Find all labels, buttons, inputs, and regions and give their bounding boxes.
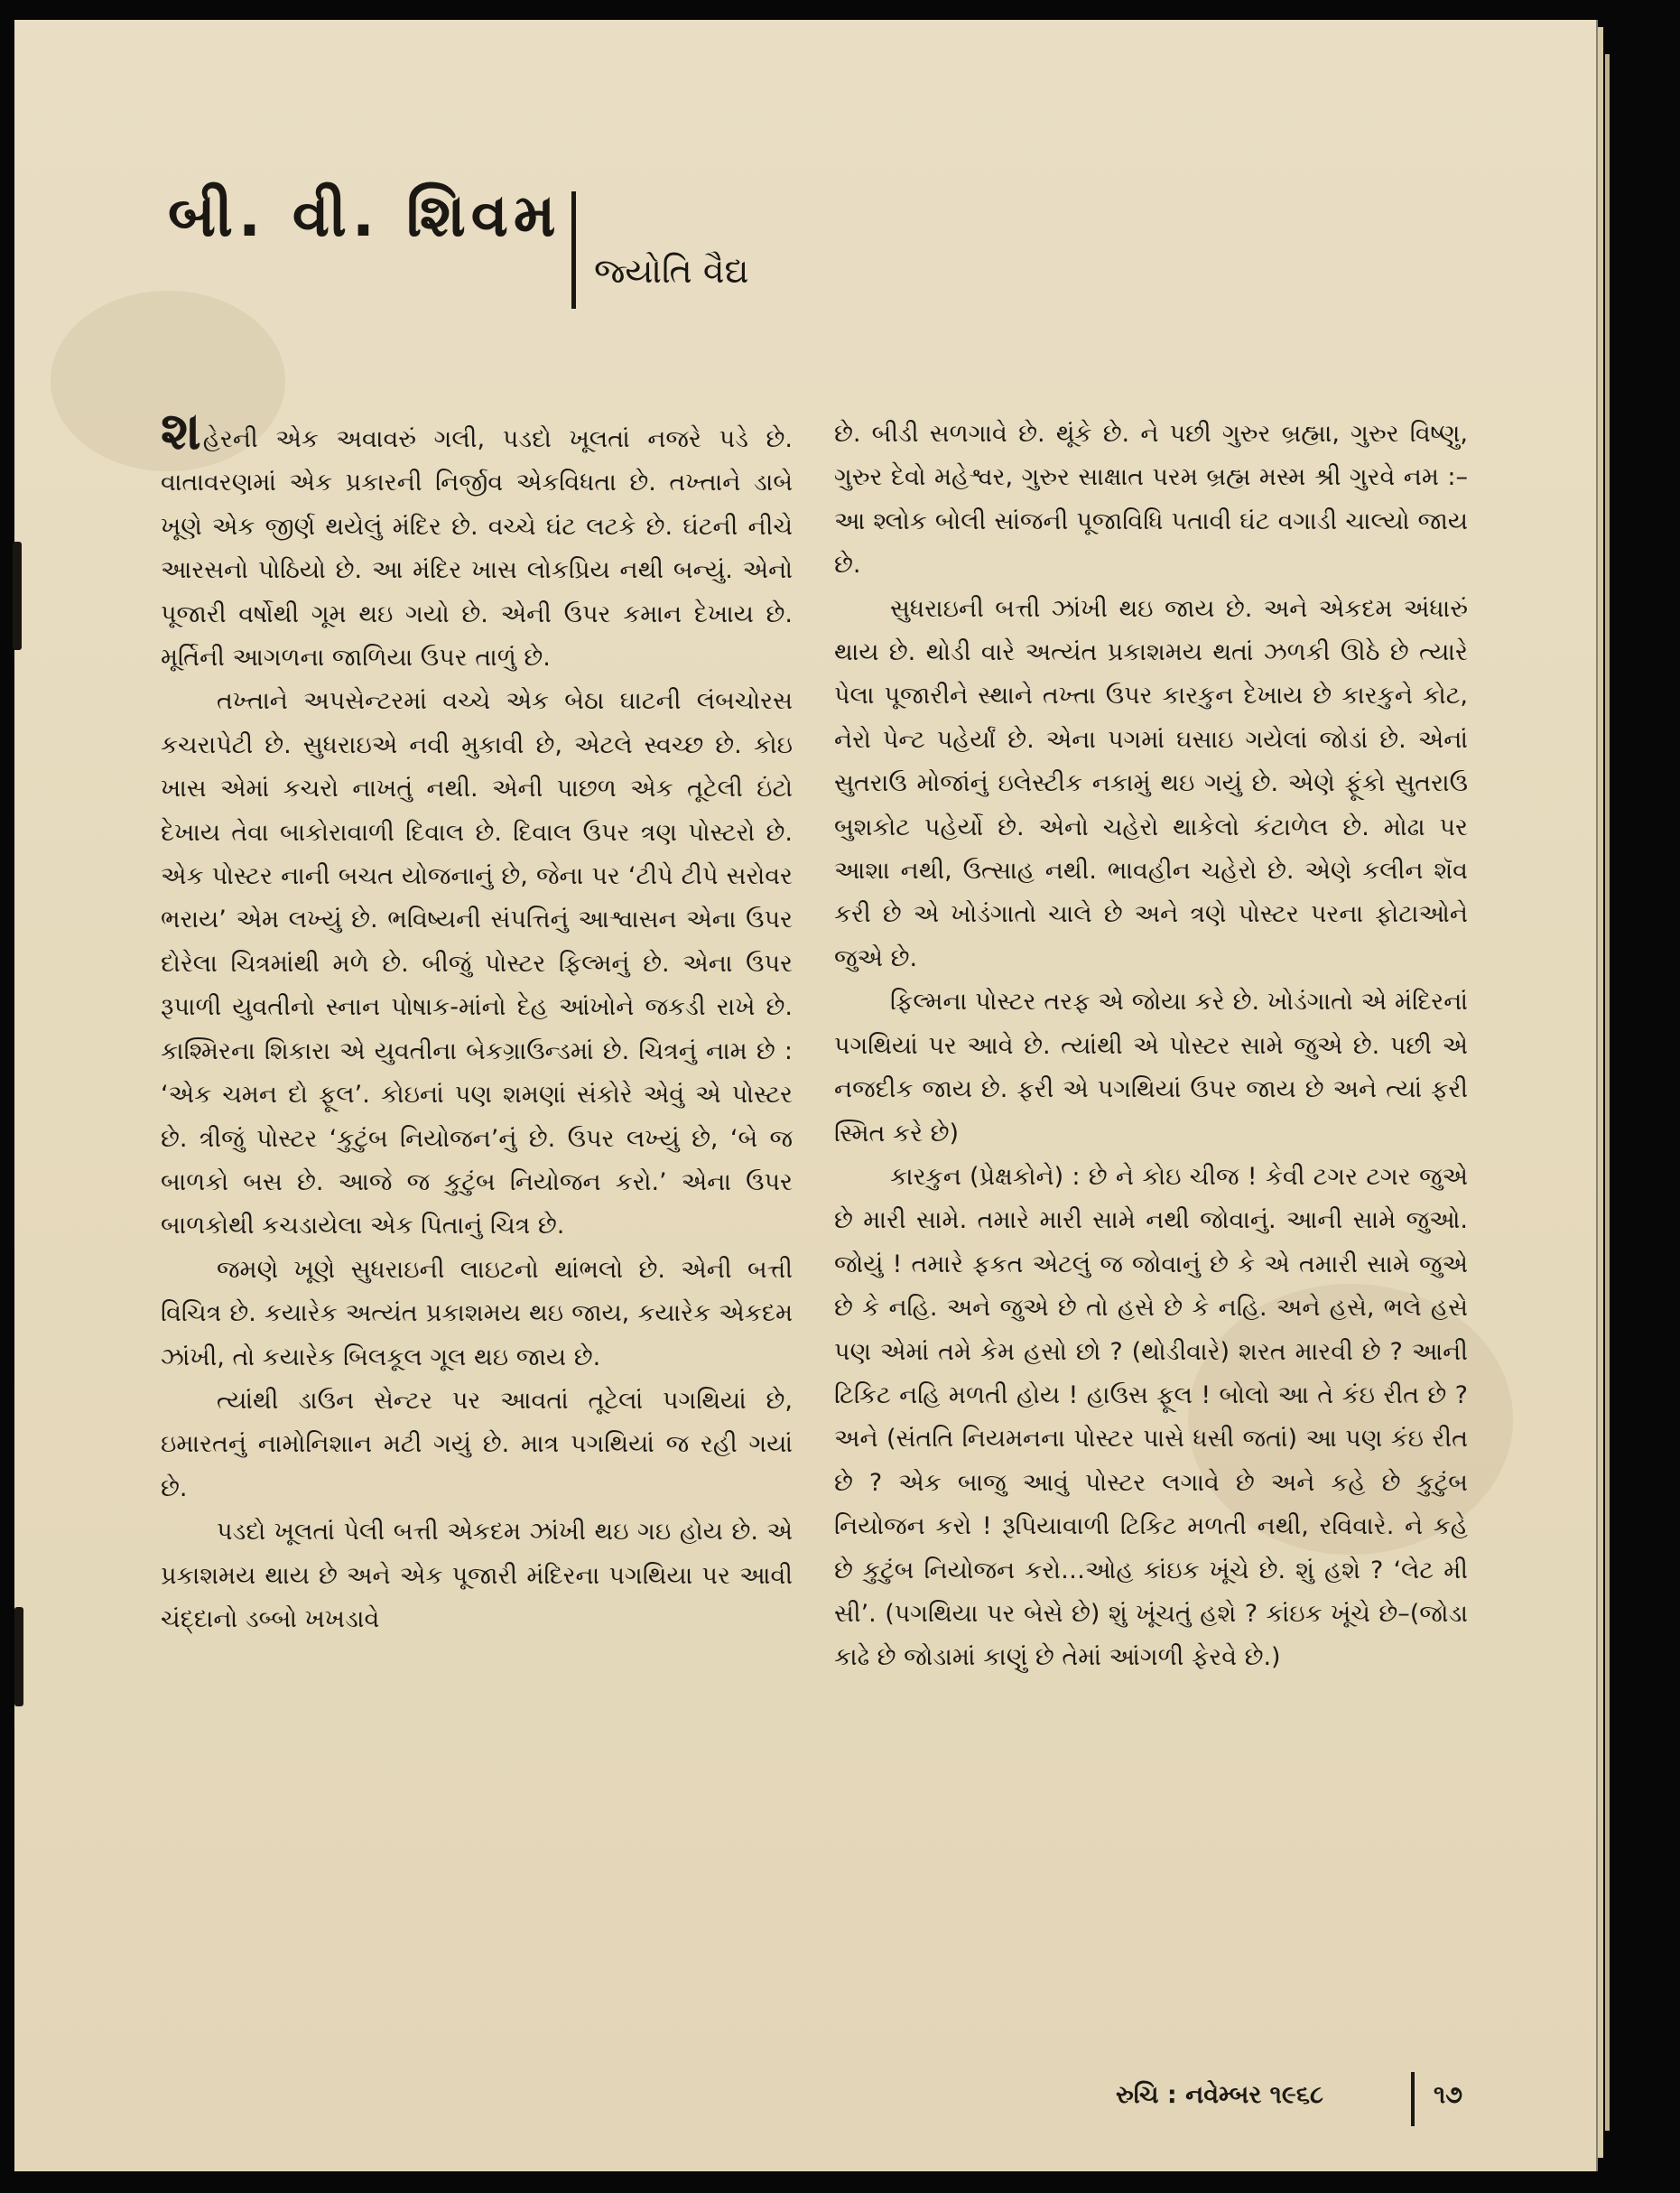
header-divider [571,191,576,309]
paragraph: પડદો ખૂલતાં પેલી બત્તી એકદમ ઝાંખી થઇ ગઇ હોય છે. એ પ્રકાશમય થાય છે અને એક પૂજારી મંદિરના પગથિયા પર આવી ચંદ્દાનો ડબ્બો ખખડાવે [161,1518,793,1633]
magazine-issue: રુચિ : નવેમ્બર ૧૯૬૮ [1116,2081,1323,2109]
paragraph: કારકુન (પ્રેક્ષકોને) : છે ને કોઇ ચીજ ! કેવી ટગર ટગર જુએ છે મારી સામે. તમારે મારી સામે નથી જોવાનું. આની સામે જુઓ. જોયું ! તમારે ફકત એટલું જ જોવાનું છે કે એ તમારી સામે જુએ છે કે નહિ. અને જુએ છે તો હસે છે કે નહિ. અને હસે, ભલે હસે પણ એમાં તમે કેમ હસો છો ? (થોડીવારે) શરત મારવી છે ? આની ટિકિટ નહિ મળતી હોય ! હાઉસ ફૂલ ! બોલો આ તે કંઇ રીત છે ? અને (સંતતિ નિયમનના પોસ્ટર પાસે ધસી જતાં) આ પણ કંઇ રીત છે ? એક બાજુ આવું પોસ્ટર લગાવે છે અને કહે છે કુટુંબ નિયોજન કરો ! રૂપિયાવાળી ટિકિટ મળતી નથી, રવિવારે. ને કહે છે કુટુંબ નિયોજન કરો…ઓહ કાંઇક ખૂંચે છે. શું હશે ? ‘લેટ મી સી’. (પગથિયા પર બેસે છે) શું ખૂંચતું હશે ? કાંઇક ખૂંચે છે–(જોડા કાઢે છે જોડામાં કાણું છે તેમાં આંગળી ફેરવે છે.) [834,1162,1468,1672]
page-edge-shadow [1605,54,1610,2131]
paragraph: છે. બીડી સળગાવે છે. થૂંકે છે. ને પછી ગુરુર બ્રહ્મા, ગુરુર વિષ્ણુ, ગુરુર દેવો મહેશ્વર, ગુરુર સાક્ષાત પરમ બ્રહ્મ મસ્મ શ્રી ગુરવે નમ :– આ શ્લોક બોલી સાંજની પૂજાવિધિ પતાવી ઘંટ વગાડી ચાલ્યો જાય છે. [834,420,1468,580]
page-number: ૧૭ [1434,2081,1462,2109]
binding-staple-mark [14,1607,23,1706]
paragraph-text: હેરની એક અવાવરું ગલી, પડદો ખૂલતાં નજરે પડે છે. વાતાવરણમાં એક પ્રકારની નિર્જીવ એકવિધતા છે. તખ્તાને ડાબે ખૂણે એક જીર્ણ થયેલું મંદિર છે. વચ્ચે ઘંટ લટકે છે. ઘંટની નીચે આરસનો પોઠિયો છે. આ મંદિર ખાસ લોકપ્રિય નથી બન્યું. એનો પૂજારી વર્ષોથી ગૂમ થઇ ગયો છે. એની ઉપર કમાન દેખાય છે. મૂર્તિની આગળના જાળિયા ઉપર તાળું છે. [161,425,793,673]
drop-cap: શ [161,400,201,461]
paragraph [161,400,793,680]
page-footer [1116,2072,1495,2126]
magazine-page [14,20,1596,2171]
article-header [159,172,971,325]
right-column [834,413,1468,1680]
paragraph: સુધરાઇની બત્તી ઝાંખી થઇ જાય છે. અને એકદમ અંધારું થાય છે. થોડી વારે અત્યંત પ્રકાશમય થતાં ઝળકી ઊઠે છે ત્યારે પેલા પૂજારીને સ્થાને તખ્તા ઉપર કારકુન દેખાય છે કારકુને કોટ, નેરો પેન્ટ પહેર્યાં છે. એના પગમાં ઘસાઇ ગયેલાં જોડાં છે. એનાં સુતરાઉ મોજાંનું ઇલેસ્ટીક નકામું થઇ ગયું છે. એણે ફૂંકો સુતરાઉ બુશકોટ પહેર્યો છે. એનો ચહેરો થાકેલો કંટાળેલ છે. મોઢા પર આશા નથી, ઉત્સાહ નથી. ભાવહીન ચહેરો છે. એણે કલીન શૅવ કરી છે એ ખોડંગાતો ચાલે છે અને ત્રણે પોસ્ટર પરના ફોટાઓને જુએ છે. [834,594,1468,972]
footer-divider [1411,2072,1415,2126]
page-edge [1596,27,1603,2158]
paragraph: જમણે ખૂણે સુધરાઇની લાઇટનો થાંભલો છે. એની બત્તી વિચિત્ર છે. કયારેક અત્યંત પ્રકાશમય થઇ જાય, કયારેક એકદમ ઝાંખી, તો કયારેક બિલકૂલ ગૂલ થઇ જાય છે. [161,1255,793,1371]
paragraph: ત્યાંથી ડાઉન સેન્ટર પર આવતાં તૂટેલાં પગથિયાં છે, ઇમારતનું નામોનિશાન મટી ગયું છે. માત્ર પગથિયાં જ રહી ગયાં છે. [161,1386,793,1502]
binding-staple-mark [13,542,22,650]
paragraph: ફિલ્મના પોસ્ટર તરફ એ જોયા કરે છે. ખોડંગાતો એ મંદિરનાં પગથિયાં પર આવે છે. ત્યાંથી એ પોસ્ટર સામે જુએ છે. પછી એ નજદીક જાય છે. ફરી એ પગથિયાં ઉપર જાય છે અને ત્યાં ફરી સ્મિત કરે છે) [834,988,1468,1148]
paragraph: તખ્તાને અપસેન્ટરમાં વચ્ચે એક બેઠા ઘાટની લંબચોરસ કચરાપેટી છે. સુધરાઇએ નવી મુકાવી છે, એટલે સ્વચ્છ છે. કોઇ ખાસ એમાં કચરો નાખતું નથી. એની પાછળ એક તૂટેલી ઇંટો દેખાય તેવા બાકોરાવાળી દિવાલ છે. દિવાલ ઉપર ત્રણ પોસ્ટરો છે. એક પોસ્ટર નાની બચત યોજનાનું છે, જેના પર ‘ટીપે ટીપે સરોવર ભરાય’ એમ લખ્યું છે. ભવિષ્યની સંપત્તિનું આશ્વાસન એના ઉપર દોરેલા ચિત્રમાંથી મળે છે. બીજું પોસ્ટર ફિલ્મનું છે. એના ઉપર રૂપાળી યુવતીનો સ્નાન પોષાક-માંનો દેહ આંખોને જકડી રાખે છે. કાશ્મિરના શિકારા એ યુવતીના બેકગ્રાઉન્ડમાં છે. ચિત્રનું નામ છે : ‘એક ચમન દો ફૂલ’. કોઇનાં પણ શમણાં સંકોરે એવું એ પોસ્ટર છે. ત્રીજું પોસ્ટર ‘કુટુંબ નિયોજન’નું છે. ઉપર લખ્યું છે, ‘બે જ બાળકો બસ છે. આજે જ કુટુંબ નિયોજન કરો.’ એના ઉપર બાળકોથી કચડાયેલા એક પિતાનું ચિત્ર છે. [161,687,793,1241]
article-title: બી. વી. શિવમ [168,181,562,250]
article-author: જ્યોતિ વૈદ્ય [594,251,749,291]
left-column [161,400,793,1641]
